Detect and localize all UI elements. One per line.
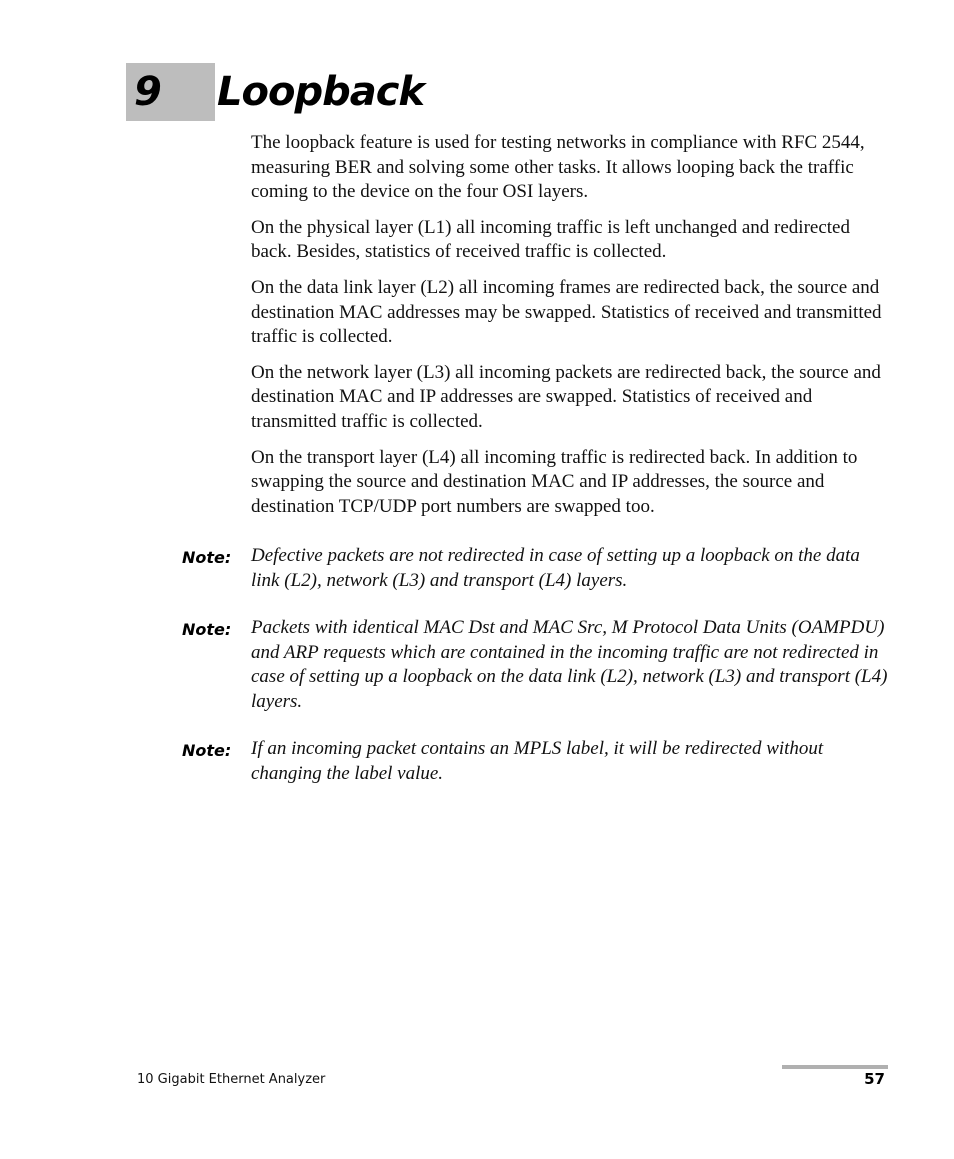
- note-label: Note:: [182, 620, 232, 639]
- paragraph: On the data link layer (L2) all incoming frames are redirected back, the source and destination MAC addresses may be swapped. Statistics of received and transmitted traffic is collected.: [251, 276, 882, 348]
- paragraph: On the network layer (L3) all incoming packets are redirected back, the source and destination MAC and IP addresses are swapped. Statistics of received and transmitted traffic is collected.: [251, 361, 881, 432]
- note-text: If an incoming packet contains an MPLS label, it will be redirected without changing the label value.: [251, 738, 824, 784]
- paragraph: On the physical layer (L1) all incoming traffic is left unchanged and redirected back. Besides, statistics of received traffic is collected.: [251, 216, 850, 263]
- footer-document-title: 10 Gigabit Ethernet Analyzer: [137, 1072, 326, 1087]
- page-number: 57: [864, 1070, 885, 1088]
- paragraph: The loopback feature is used for testing networks in compliance with RFC 2544, measuring BER and solving some other tasks. It allows looping back the traffic coming to the device on the four OSI layers.: [251, 132, 865, 203]
- note-label: Note:: [182, 741, 232, 760]
- chapter-number: 9: [134, 69, 162, 115]
- note-label: Note:: [182, 548, 232, 567]
- chapter-title: Loopback: [217, 69, 425, 115]
- body-text: [251, 131, 891, 530]
- paragraph: On the transport layer (L4) all incoming traffic is redirected back. In addition to swapping the source and destination MAC and IP addresses, the source and destination TCP/UDP port numbers are swapped too.: [251, 446, 858, 517]
- note-text: Defective packets are not redirected in case of setting up a loopback on the data link (L2), network (L3) and transport (L4) layers.: [251, 545, 860, 591]
- note-text: Packets with identical MAC Dst and MAC Src, M Protocol Data Units (OAMPDU) and ARP requests which are contained in the incoming traffic are not redirected in case of setting up a loopback on the data link (L2), network (L3) and transport (L4) layers.: [251, 617, 888, 712]
